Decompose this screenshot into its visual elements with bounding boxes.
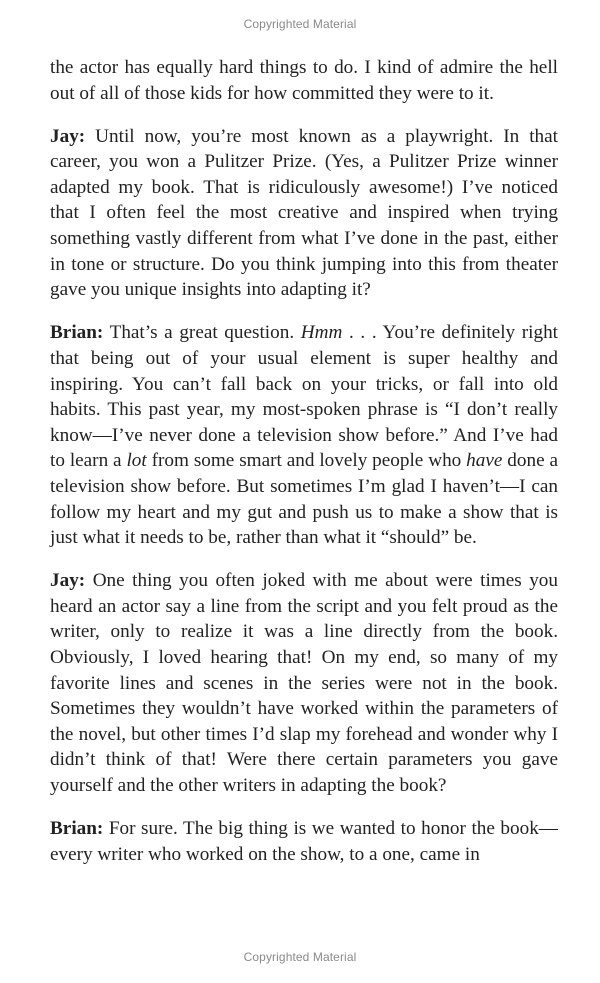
speaker-label: Brian: [50, 818, 104, 840]
paragraph-text: done a television show before. But sometimes I’m glad I haven’t—I can follow my heart and my gut and push us to make a show that is just what it needs to be, rather than what it “should” be. [50, 450, 558, 549]
paragraph-5 [50, 816, 558, 867]
paragraph-text: the actor has equally hard things to do. I kind of admire the hell out of all of those kids for how committed they were to it. [50, 57, 558, 104]
paragraph-3 [50, 320, 558, 550]
paragraph-text: . . . You’re definitely right that being out of your usual element is super healthy and inspiring. You can’t fall back on your tricks, or fall into old habits. This past year, my most-spoken phrase is “I don’t really know—I’ve never done a television show before.” And I’ve had to learn a [50, 322, 558, 472]
emphasis-text: have [466, 450, 503, 472]
watermark-bottom: Copyrighted Material [243, 950, 357, 964]
paragraph-text: One thing you often joked with me about were times you heard an actor say a line from the script and you felt proud as the writer, only to realize it was a line directly from the book. Obviously, I loved hearing that! On my end, so many of my favorite lines and scenes in the series were not in the book. Sometimes they wouldn’t have worked within the parameters of the novel, but other times I’d slap my forehead and wonder why I didn’t think of that! Were there certain parameters you gave yourself and the other writers in adapting the book? [50, 570, 558, 796]
speaker-label: Brian: [50, 322, 104, 344]
paragraph-2 [50, 124, 558, 303]
speaker-label: Jay: [50, 570, 86, 592]
watermark-top: Copyrighted Material [243, 17, 357, 31]
paragraph-text: For sure. The big thing is we wanted to honor the book—every writer who worked on the show, to a one, came in [50, 818, 558, 865]
paragraph-text: from some smart and lovely people who [146, 450, 467, 472]
paragraph-text: That’s a great question. [103, 322, 301, 344]
paragraph-1 [50, 55, 558, 106]
speaker-label: Jay: [50, 125, 86, 147]
emphasis-text: Hmm [300, 322, 343, 344]
paragraph-4 [50, 568, 558, 798]
emphasis-text: lot [126, 450, 147, 472]
interview-text [50, 55, 558, 867]
paragraph-text: Until now, you’re most known as a playwright. In that career, you won a Pulitzer Prize. (Yes, a Pulitzer Prize winner adapted my book. That is ridiculously awesome!) I’ve noticed that I often feel the most creative and inspired when trying something vastly different from what I’ve done in the past, either in tone or structure. Do you think jumping into this from theater gave you unique insights into adapting it? [50, 125, 558, 301]
